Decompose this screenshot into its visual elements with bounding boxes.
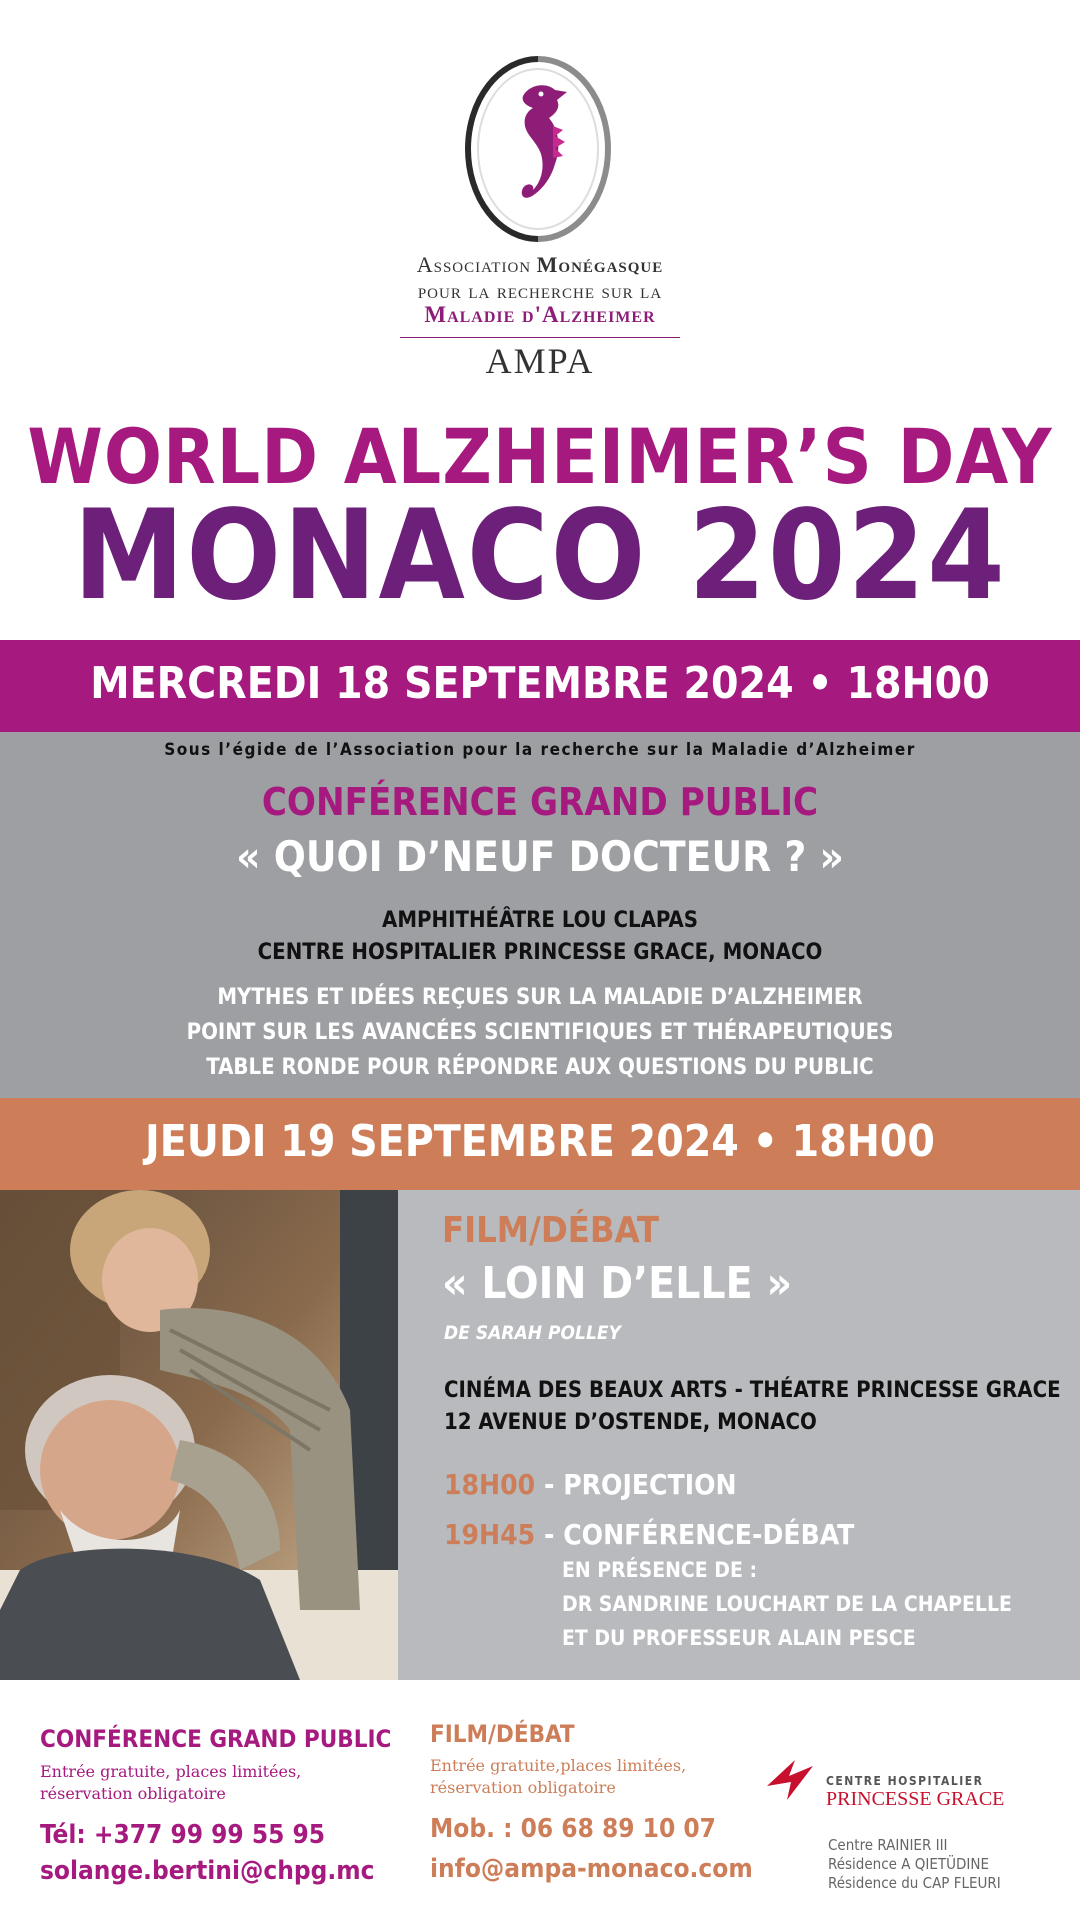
- film-photo: [0, 1190, 398, 1680]
- event2-venue-line1: CINÉMA DES BEAUX ARTS - THÉATRE PRINCESSE GRACE: [444, 1378, 1061, 1403]
- hospital-site: Résidence du CAP FLEURI: [828, 1874, 1001, 1892]
- footer-film-title: FILM/DÉBAT: [430, 1720, 575, 1748]
- event2-type: FILM/DÉBAT: [442, 1210, 659, 1251]
- event1-date: MERCREDI 18 SEPTEMBRE 2024 • 18H00: [90, 658, 990, 709]
- schedule-item: [444, 1468, 737, 1501]
- footer-film-email[interactable]: info@ampa-monaco.com: [430, 1854, 753, 1884]
- event1-name: « QUOI D’NEUF DOCTEUR ? »: [236, 832, 844, 881]
- logo-association-line: Association Monégasque: [416, 252, 664, 277]
- hospital-site: Résidence A QIETÜDINE: [828, 1855, 989, 1873]
- footer-film-info: Entrée gratuite,places limitées,: [430, 1756, 687, 1775]
- footer-conf-info: réservation obligatoire: [40, 1784, 226, 1803]
- footer-film-info: réservation obligatoire: [430, 1778, 616, 1797]
- schedule-label: - CONFÉRENCE-DÉBAT: [543, 1518, 855, 1551]
- logo-research-line: pour la recherche sur la: [417, 278, 663, 303]
- hospital-label-top: CENTRE HOSPITALIER: [826, 1774, 984, 1788]
- schedule-item: [444, 1518, 854, 1551]
- event1-topic: TABLE RONDE POUR RÉPONDRE AUX QUESTIONS DU PUBLIC: [206, 1055, 874, 1080]
- logo-divider: [400, 337, 680, 338]
- event1-venue-line2: CENTRE HOSPITALIER PRINCESSE GRACE, MONACO: [257, 940, 823, 965]
- event1-type: CONFÉRENCE GRAND PUBLIC: [261, 780, 819, 824]
- event2-date: JEUDI 19 SEPTEMBRE 2024 • 18H00: [145, 1116, 935, 1167]
- seahorse-icon: [522, 85, 567, 198]
- event1-topic: MYTHES ET IDÉES REÇUES SUR LA MALADIE D’ALZHEIMER: [217, 985, 863, 1010]
- schedule-time: 19H45: [444, 1518, 536, 1551]
- footer-film-phone[interactable]: Mob. : 06 68 89 10 07: [430, 1814, 716, 1844]
- footer-conf-phone[interactable]: Tél: +377 99 99 55 95: [40, 1820, 326, 1850]
- presence-line: DR SANDRINE LOUCHART DE LA CHAPELLE: [562, 1592, 1012, 1616]
- event1-topic: POINT SUR LES AVANCÉES SCIENTIFIQUES ET THÉRAPEUTIQUES: [186, 1020, 894, 1045]
- event2-name: « LOIN D’ELLE »: [442, 1258, 793, 1309]
- hospital-site: Centre RAINIER III: [828, 1836, 948, 1854]
- schedule-time: 18H00: [444, 1468, 536, 1501]
- event2-director: DE SARAH POLLEY: [444, 1322, 621, 1344]
- schedule-label: - PROJECTION: [543, 1468, 737, 1501]
- footer-conf-email[interactable]: solange.bertini@chpg.mc: [40, 1856, 375, 1886]
- ampa-logo-mark: [463, 56, 613, 242]
- hospital-label-name: PRINCESSE GRACE: [826, 1788, 1005, 1810]
- event1-patronage: Sous l’égide de l’Association pour la recherche sur la Maladie d’Alzheimer: [164, 740, 916, 760]
- logo-acronym: AMPA: [485, 341, 595, 381]
- event2-venue-line2: 12 AVENUE D’OSTENDE, MONACO: [444, 1410, 817, 1435]
- event1-venue-line1: AMPHITHÉÂTRE LOU CLAPAS: [382, 908, 698, 933]
- hospital-logo-icon: [765, 1756, 815, 1802]
- logo-disease-line: Maladie d'Alzheimer: [424, 302, 656, 327]
- page-subtitle: MONACO 2024: [73, 484, 1007, 628]
- page-title: WORLD ALZHEIMER’S DAY: [27, 412, 1053, 501]
- footer-conf-info: Entrée gratuite, places limitées,: [40, 1762, 302, 1781]
- footer-conf-title: CONFÉRENCE GRAND PUBLIC: [40, 1725, 392, 1753]
- presence-line: EN PRÉSENCE DE :: [562, 1558, 757, 1582]
- presence-line: ET DU PROFESSEUR ALAIN PESCE: [562, 1626, 916, 1650]
